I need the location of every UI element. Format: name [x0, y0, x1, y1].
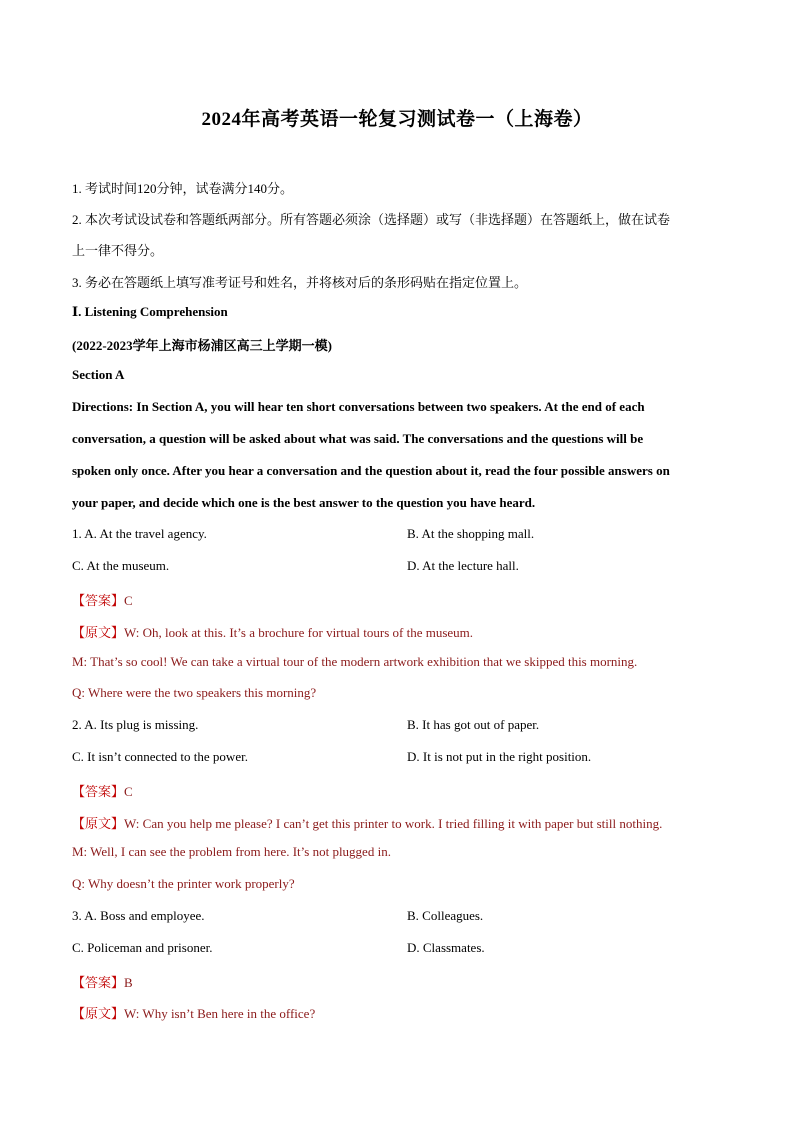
answer-line — [72, 972, 133, 991]
answer-tag: 【答案】 — [72, 593, 125, 608]
script-text: M: That’s so cool! We can take a virtual tour of the modern artwork exhibition that we skipped this morning. — [72, 654, 638, 669]
option-d: D. It is not put in the right position. — [407, 749, 592, 764]
answer-value: C — [124, 784, 133, 799]
option-b: B. At the shopping mall. — [407, 526, 535, 541]
part-title: Ⅰ. Listening Comprehension — [72, 304, 228, 319]
script-tag: 【原文】 — [72, 1006, 125, 1021]
directions-line: Directions: In Section A, you will hear ten short conversations between two speakers. At the end of each — [72, 399, 645, 414]
script-line — [72, 813, 662, 832]
instruction-2: 2. 本次考试设试卷和答题纸两部分。所有答题必须涂（选择题）或写（非选择题）在答题纸上，做在试卷 — [72, 212, 671, 227]
option-c: C. It isn’t connected to the power. — [72, 749, 248, 764]
instruction-3: 3. 务必在答题纸上填写准考证号和姓名，并将核对后的条形码贴在指定位置上。 — [72, 275, 528, 290]
source-note: (2022-2023学年上海市杨浦区高三上学期一模) — [72, 338, 332, 353]
directions-line: your paper, and decide which one is the best answer to the question you have heard. — [72, 495, 536, 510]
instruction-1: 1. 考试时间120分钟，试卷满分140分。 — [72, 181, 294, 196]
answer-value: C — [124, 593, 133, 608]
answer-line — [72, 590, 133, 609]
answer-tag: 【答案】 — [72, 784, 125, 799]
instruction-2-cont: 上一律不得分。 — [72, 243, 164, 258]
directions-line: spoken only once. After you hear a conversation and the question about it, read the four possible answers on — [72, 463, 670, 478]
script-tag: 【原文】 — [72, 816, 125, 831]
script-text: W: Why isn’t Ben here in the office? — [124, 1006, 316, 1021]
option-a: 1. A. At the travel agency. — [72, 526, 207, 541]
option-a: 2. A. Its plug is missing. — [72, 717, 199, 732]
answer-line — [72, 781, 133, 800]
answer-tag: 【答案】 — [72, 975, 125, 990]
script-tag: 【原文】 — [72, 625, 125, 640]
script-question: Q: Why doesn’t the printer work properly? — [72, 876, 295, 891]
answer-value: B — [124, 975, 133, 990]
option-b: B. Colleagues. — [407, 908, 484, 923]
script-question: Q: Where were the two speakers this morning? — [72, 685, 317, 700]
directions-line: conversation, a question will be asked about what was said. The conversations and the questions will be — [72, 431, 644, 446]
script-line — [72, 1003, 315, 1022]
option-d: D. Classmates. — [407, 940, 485, 955]
script-line — [72, 622, 473, 641]
script-text: W: Oh, look at this. It’s a brochure for virtual tours of the museum. — [124, 625, 474, 640]
option-d: D. At the lecture hall. — [407, 558, 519, 573]
option-a: 3. A. Boss and employee. — [72, 908, 205, 923]
option-b: B. It has got out of paper. — [407, 717, 540, 732]
script-text: W: Can you help me please? I can’t get this printer to work. I tried filling it with paper but still nothing. — [124, 816, 663, 831]
option-c: C. At the museum. — [72, 558, 170, 573]
page-title: 2024年高考英语一轮复习测试卷一（上海卷） — [201, 109, 593, 130]
option-c: C. Policeman and prisoner. — [72, 940, 213, 955]
section-heading: Section A — [72, 367, 125, 382]
script-text: M: Well, I can see the problem from here. It’s not plugged in. — [72, 844, 391, 859]
